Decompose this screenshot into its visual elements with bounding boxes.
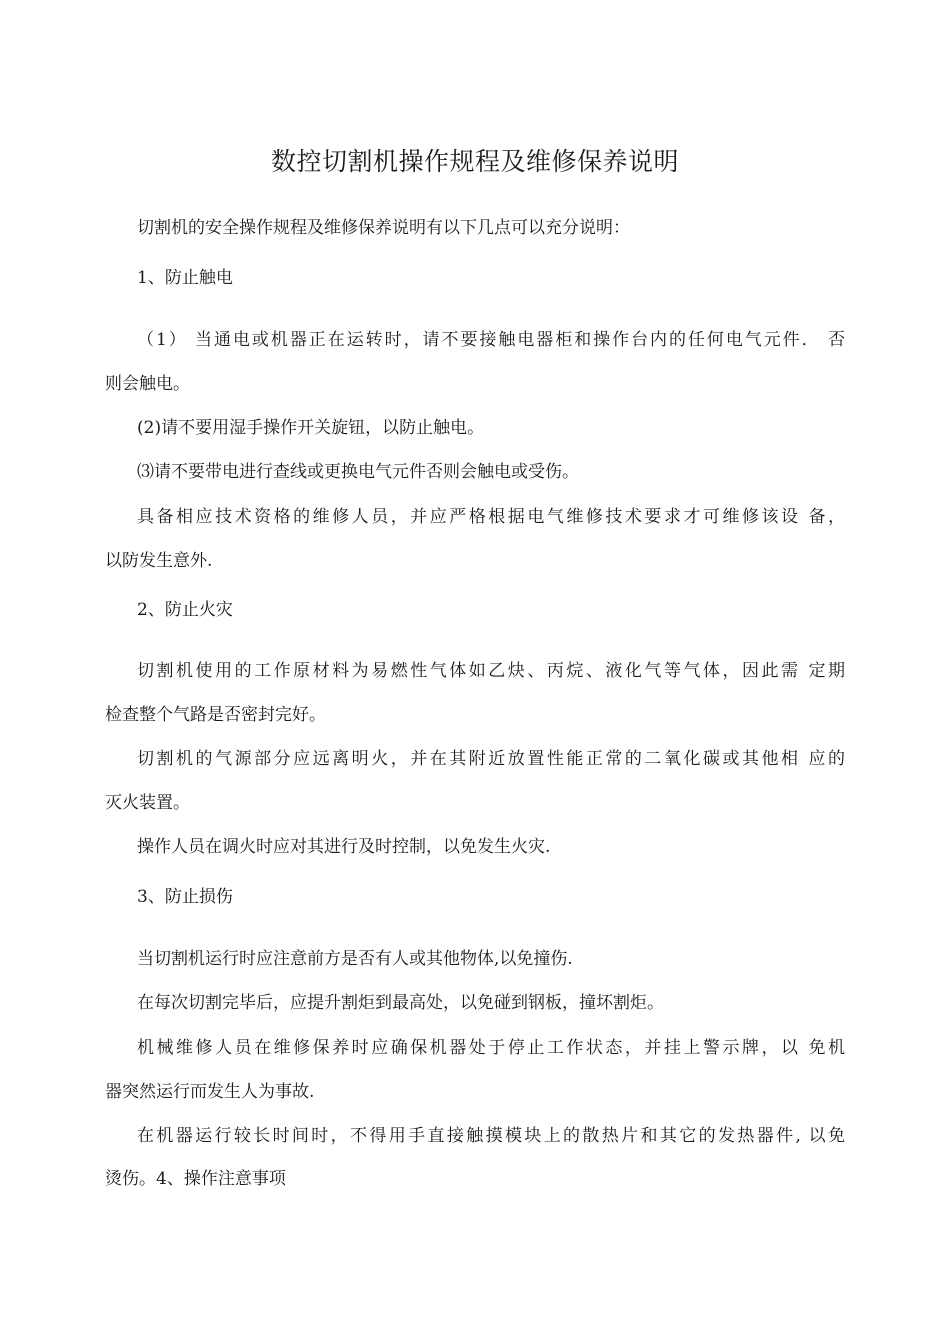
intro-paragraph: 切割机的安全操作规程及维修保养说明有以下几点可以充分说明：	[137, 218, 630, 238]
paragraph-line: 检查整个气路是否密封完好。	[105, 705, 326, 725]
paragraph-line: (2)请不要用湿手操作开关旋钮，以防止触电。	[137, 418, 485, 438]
paragraph-line: 操作人员在调火时应对其进行及时控制，以免发生火灾.	[137, 837, 551, 857]
paragraph-line: 烫伤。4、操作注意事项	[105, 1169, 286, 1189]
paragraph-line: 灭火装置。	[105, 793, 190, 813]
paragraph-line: 在机器运行较长时间时，不得用手直接触摸模块上的散热片和其它的发热器件, 以免	[137, 1126, 845, 1146]
section-heading-injury: 3、防止损伤	[137, 887, 233, 907]
paragraph-line: 以防发生意外.	[105, 551, 213, 571]
paragraph-line: ⑶请不要带电进行查线或更换电气元件否则会触电或受伤。	[137, 462, 579, 482]
paragraph-line: 机械维修人员在维修保养时应确保机器处于停止工作状态，并挂上警示牌，以 免机	[137, 1038, 845, 1058]
section-heading-fire: 2、防止火灾	[137, 600, 233, 620]
paragraph-line: 在每次切割完毕后，应提升割炬到最高处，以免碰到钢板，撞坏割炬。	[137, 993, 664, 1013]
paragraph-line: 则会触电。	[105, 374, 190, 394]
paragraph-line: 具备相应技术资格的维修人员，并应严格根据电气维修技术要求才可维修该设 备，	[137, 507, 845, 527]
document-title: 数控切割机操作规程及维修保养说明	[270, 147, 679, 176]
paragraph-line: 切割机使用的工作原材料为易燃性气体如乙炔、丙烷、液化气等气体，因此需 定期	[137, 661, 845, 681]
paragraph-line: 当切割机运行时应注意前方是否有人或其他物体,以免撞伤.	[137, 949, 573, 969]
paragraph-line: 切割机的气源部分应远离明火，并在其附近放置性能正常的二氧化碳或其他相 应的	[137, 749, 845, 769]
paragraph-line: 器突然运行而发生人为事故.	[105, 1082, 315, 1102]
section-heading-electric-shock: 1、防止触电	[137, 268, 233, 288]
paragraph-line: （1） 当通电或机器正在运转时，请不要接触电器柜和操作台内的任何电气元件． 否	[137, 330, 845, 350]
